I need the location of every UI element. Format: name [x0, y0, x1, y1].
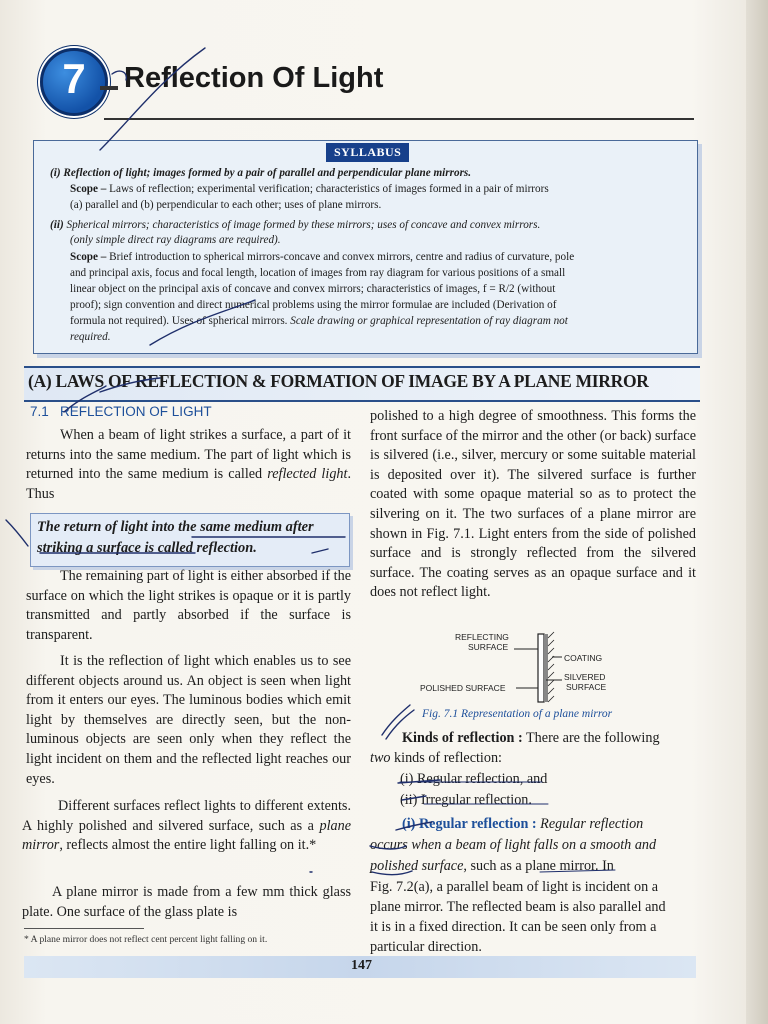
regular-line-7: particular direction.	[370, 939, 482, 955]
regular-line-4: Fig. 7.2(a), a parallel beam of light is incident on a	[370, 879, 659, 895]
label-polished-surface: POLISHED SURFACE	[420, 683, 506, 693]
figure-caption: Fig. 7.1 Representation of a plane mirror	[422, 708, 613, 720]
left-paragraph-3: It is the reflection of light which enables us to see different objects around us. An object is seen when light from it enters our eyes. The luminous bodies which emit light by themselves are directly seen, but the non-luminous objects are seen only when they reflect the light incident on them and the reflected light reaches our eyes.	[26, 653, 351, 787]
left-paragraph-5: A plane mirror is made from a few mm thick glass plate. One surface of the glass plate is	[22, 884, 351, 920]
left-paragraph-2: The remaining part of light is either absorbed if the surface on which the light strikes is opaque or it is partly transmitted and partly absorbed if the surface is transparent.	[26, 568, 351, 643]
syllabus-item-2-scope-l4: proof); sign convention and direct numerical problems using the mirror formulae are included (Derivation of	[70, 299, 557, 311]
syllabus-item-2-scope-l3: linear object on the principal axis of concave and convex mirrors; characteristics of images, f = R/2 (without	[70, 283, 556, 295]
label-reflecting-surface: SURFACE	[468, 642, 509, 652]
right-paragraph-1: polished to a high degree of smoothness. This forms the front surface of the mirror and the other (or back) surface is silvered (i.e., silver, mercury or some suitable material is deposited over it). The silvered surface is further coated with some opaque material so as to protect the silvering on it. The two surfaces of a plane mirror are shown in Fig. 7.1. Light enters from the side of polished surface and is strongly reflected from the silvered surface. The coating serves as an opaque surface and it does not reflect light.	[370, 408, 696, 601]
label-reflecting: REFLECTING	[455, 632, 509, 642]
left-paragraph-4: Different surfaces reflect lights to different extents. A highly polished and silvered surface, such as a plane mirror, reflects almost the entire light falling on it.*	[22, 798, 351, 854]
regular-reflection-head: (i) Regular reflection : Regular reflection	[402, 816, 644, 832]
kind-item-irregular: (ii) Irregular reflection.	[400, 792, 532, 808]
syllabus-item-2-scope-l6: required.	[70, 331, 111, 343]
label-coating: COATING	[564, 653, 603, 663]
syllabus-item-1-title: (i) Reflection of light; images formed by a pair of parallel and perpendicular plane mirrors.	[50, 167, 472, 179]
syllabus-item-2-scope-l2: and principal axis, focus and focal length, location of images from ray diagram for various positions of a small	[70, 267, 566, 279]
label-silvered: SILVERED	[564, 672, 606, 682]
label-silvered-surface: SURFACE	[566, 682, 607, 692]
footnote-rule	[24, 928, 144, 929]
regular-line-2: occurs when a beam of light falls on a smooth and	[370, 837, 657, 853]
syllabus-item-2-note: (only simple direct ray diagrams are required).	[70, 234, 281, 246]
kinds-line-2: two kinds of reflection:	[370, 750, 502, 766]
chapter-title: Reflection Of Light	[124, 62, 384, 94]
subsection-heading: 7.1 REFLECTION OF LIGHT	[30, 404, 212, 419]
regular-line-5: plane mirror. The reflected beam is also parallel and	[370, 899, 666, 915]
syllabus-item-1-scope: Scope – Laws of reflection; experimental verification; characteristics of images formed in a pair of mirrors	[70, 183, 549, 195]
chapter-number: 7	[62, 55, 86, 102]
kinds-heading-line: Kinds of reflection : There are the following	[402, 730, 660, 746]
title-connector	[100, 86, 118, 90]
section-a-heading: (A) LAWS OF REFLECTION & FORMATION OF IMAGE BY A PLANE MIRROR	[28, 371, 649, 391]
chapter-number-badge	[40, 48, 108, 116]
title-underline	[104, 118, 694, 120]
page-number: 147	[351, 958, 372, 973]
reflection-definition: The return of light into the same medium after striking a surface is called reflection.	[37, 519, 314, 556]
syllabus-heading: SYLLABUS	[326, 143, 409, 162]
regular-line-3: polished surface, such as a plane mirror. In	[370, 858, 614, 874]
kind-item-regular: (i) Regular reflection, and	[400, 771, 548, 787]
syllabus-item-1-scope-cont: (a) parallel and (b) perpendicular to each other; uses of plane mirrors.	[70, 199, 382, 211]
regular-line-6: it is in a fixed direction. It can be seen only from a	[370, 919, 657, 935]
left-paragraph-1: When a beam of light strikes a surface, a part of it returns into the same medium. The part of light which is returned into the same medium is called reflected light. Thus	[26, 427, 351, 502]
syllabus-item-2-title: (ii) Spherical mirrors; characteristics of image formed by these mirrors; uses of concave and convex mirrors.	[50, 219, 541, 231]
footnote: * A plane mirror does not reflect cent percent light falling on it.	[24, 934, 268, 945]
page-spine-shadow	[746, 0, 768, 1024]
syllabus-item-2-scope-l5: formula not required). Uses of spherical mirrors. Scale drawing or graphical representation of ray diagram not	[70, 315, 568, 327]
syllabus-item-2-scope: Scope – Brief introduction to spherical mirrors-concave and convex mirrors, centre and radius of curvature, pole	[70, 251, 575, 263]
